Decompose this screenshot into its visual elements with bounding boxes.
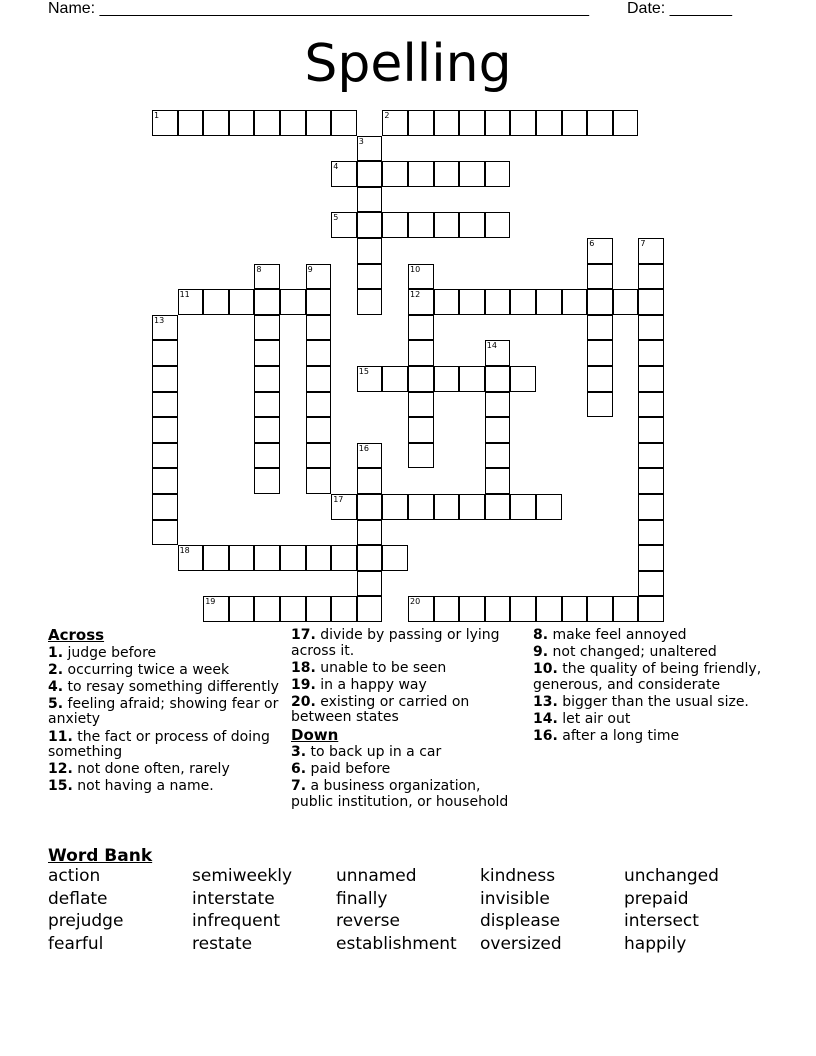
crossword-cell[interactable] [408, 161, 434, 187]
clue-text: to resay something differently [63, 678, 279, 695]
clue-number: 18. [291, 659, 316, 676]
crossword-cell[interactable] [408, 315, 434, 341]
crossword-cell[interactable] [562, 596, 588, 622]
crossword-cell[interactable] [485, 366, 511, 392]
clue-item [533, 645, 769, 661]
clue-number: 10 [410, 264, 421, 274]
crossword-cell[interactable] [306, 264, 332, 290]
word-bank-word: finally [336, 888, 388, 909]
crossword-cell[interactable] [254, 545, 280, 571]
clue-text: divide by passing or lying across it. [291, 627, 500, 659]
word-bank-word: fearful [48, 933, 104, 954]
crossword-cell[interactable] [638, 443, 664, 469]
clue-number: 5. [48, 695, 64, 712]
clue-text: occurring twice a week [63, 661, 230, 678]
word-bank-word: deflate [48, 888, 108, 909]
crossword-cell[interactable] [485, 110, 511, 136]
clue-number: 17. [291, 627, 316, 643]
crossword-cell[interactable] [306, 468, 332, 494]
crossword-cell[interactable] [331, 545, 357, 571]
crossword-cell[interactable] [152, 468, 178, 494]
clue-item [291, 628, 527, 659]
crossword-cell[interactable] [331, 212, 357, 238]
clue-number: 10. [533, 661, 558, 678]
clue-number: 14. [533, 710, 558, 727]
crossword-cell[interactable] [408, 443, 434, 469]
crossword-cell[interactable] [203, 545, 229, 571]
clue-number: 6. [291, 761, 307, 778]
clue-text: a business organization, public institution, or household [291, 778, 509, 810]
clue-number: 13. [533, 693, 558, 710]
word-bank-word: establishment [336, 933, 457, 954]
crossword-cell[interactable] [510, 494, 536, 520]
clue-item [48, 680, 284, 696]
crossword-cell[interactable] [638, 571, 664, 597]
clue-number: 14 [486, 341, 497, 351]
down-heading: Down [291, 725, 339, 744]
clue-text: not having a name. [72, 778, 214, 795]
crossword-cell[interactable] [280, 289, 306, 315]
clue-text: paid before [306, 761, 391, 778]
clues-column-2 [291, 628, 527, 812]
crossword-cell[interactable] [254, 392, 280, 418]
crossword-cell[interactable] [408, 417, 434, 443]
across-heading: Across [48, 626, 105, 644]
crossword-cell[interactable] [152, 417, 178, 443]
crossword-cell[interactable] [485, 392, 511, 418]
word-bank-word: oversized [480, 933, 562, 954]
clue-text: the fact or process of doing something [48, 728, 270, 761]
crossword-cell[interactable] [331, 596, 357, 622]
word-bank-word: restate [192, 933, 253, 954]
crossword-cell[interactable] [254, 366, 280, 392]
crossword-cell[interactable] [638, 340, 664, 366]
crossword-cell[interactable] [434, 366, 460, 392]
clue-number: 19. [291, 676, 316, 693]
crossword-cell[interactable] [613, 110, 639, 136]
crossword-cell[interactable] [203, 596, 229, 622]
clue-number: 7. [291, 778, 307, 795]
crossword-cell[interactable] [280, 545, 306, 571]
word-bank-word: interstate [192, 888, 275, 909]
crossword-cell[interactable] [434, 110, 460, 136]
crossword-cell[interactable] [434, 161, 460, 187]
clue-item [533, 662, 769, 693]
crossword-cell[interactable] [152, 315, 178, 341]
crossword-cell[interactable] [357, 571, 383, 597]
clues-column-1 [48, 628, 284, 796]
crossword-cell[interactable] [178, 545, 204, 571]
crossword-cell[interactable] [254, 340, 280, 366]
crossword-cell[interactable] [638, 596, 664, 622]
crossword-cell[interactable] [152, 494, 178, 520]
crossword-cell[interactable] [638, 468, 664, 494]
clue-item [48, 779, 284, 795]
crossword-cell[interactable] [254, 264, 280, 290]
crossword-cell[interactable] [510, 110, 536, 136]
crossword-cell[interactable] [382, 494, 408, 520]
crossword-cell[interactable] [587, 392, 613, 418]
crossword-cell[interactable] [638, 264, 664, 290]
clue-item [291, 661, 527, 677]
clue-text: unable to be seen [315, 659, 447, 676]
crossword-cell[interactable] [485, 340, 511, 366]
crossword-cell[interactable] [382, 366, 408, 392]
clue-text: to back up in a car [306, 744, 442, 761]
clue-number: 4. [48, 678, 64, 695]
crossword-cell[interactable] [562, 110, 588, 136]
clue-number: 17 [333, 495, 344, 504]
crossword-cell[interactable] [254, 443, 280, 469]
crossword-cell[interactable] [408, 264, 434, 290]
crossword-cell[interactable] [434, 212, 460, 238]
clue-text: existing or carried on between states [291, 693, 470, 726]
word-bank-word: infrequent [192, 911, 281, 932]
word-bank-word: action [48, 866, 101, 886]
crossword-cell[interactable] [408, 494, 434, 520]
crossword-cell[interactable] [357, 161, 383, 187]
clue-number: 12. [48, 761, 73, 778]
clue-number: 6 [589, 239, 595, 248]
word-bank-title: Word Bank [48, 846, 153, 866]
clue-number: 4 [333, 162, 339, 172]
crossword-cell[interactable] [280, 596, 306, 622]
crossword-cell[interactable] [459, 366, 485, 392]
word-bank-word: reverse [336, 911, 400, 932]
clue-number: 8 [256, 264, 262, 274]
crossword-cell[interactable] [638, 315, 664, 341]
crossword-cell[interactable] [254, 315, 280, 341]
clue-number: 19 [205, 597, 216, 607]
clue-number: 1 [154, 111, 160, 120]
crossword-cell[interactable] [357, 136, 383, 162]
crossword-cell[interactable] [638, 392, 664, 418]
crossword-cell[interactable] [152, 520, 178, 546]
clue-number: 11 [179, 290, 190, 300]
crossword-cell[interactable] [254, 289, 280, 315]
crossword-cell[interactable] [306, 443, 332, 469]
clue-number: 5 [333, 213, 339, 223]
crossword-cell[interactable] [357, 187, 383, 213]
clue-text: not changed; unaltered [548, 644, 717, 661]
word-bank-word: intersect [624, 911, 699, 932]
crossword-cell[interactable] [306, 289, 332, 315]
crossword-cell[interactable] [357, 238, 383, 264]
crossword-cell[interactable] [229, 289, 255, 315]
crossword-cell[interactable] [306, 392, 332, 418]
crossword-cell[interactable] [306, 596, 332, 622]
crossword-cell[interactable] [408, 289, 434, 315]
clue-number: 3. [291, 744, 307, 761]
crossword-cell[interactable] [178, 289, 204, 315]
crossword-cell[interactable] [357, 443, 383, 469]
word-bank-word: displease [480, 911, 561, 932]
crossword-cell[interactable] [152, 443, 178, 469]
clue-text: make feel annoyed [548, 627, 687, 643]
crossword-cell[interactable] [613, 596, 639, 622]
crossword-cell[interactable] [254, 417, 280, 443]
clue-number: 12 [410, 290, 421, 300]
clue-number: 20. [291, 693, 316, 710]
crossword-cell[interactable] [434, 494, 460, 520]
crossword-cell[interactable] [331, 494, 357, 520]
crossword-cell[interactable] [485, 212, 511, 238]
clue-item [291, 678, 527, 694]
crossword-cell[interactable] [357, 520, 383, 546]
crossword-cell[interactable] [510, 289, 536, 315]
crossword-cell[interactable] [485, 289, 511, 315]
crossword-cell[interactable] [638, 366, 664, 392]
clue-item [533, 729, 769, 745]
clue-item [533, 712, 769, 728]
crossword-cell[interactable] [306, 366, 332, 392]
crossword-cell[interactable] [510, 596, 536, 622]
crossword-cell[interactable] [587, 110, 613, 136]
crossword-cell[interactable] [357, 545, 383, 571]
crossword-cell[interactable] [434, 289, 460, 315]
crossword-cell[interactable] [459, 289, 485, 315]
word-bank-word: unnamed [336, 866, 417, 886]
crossword-cell[interactable] [434, 596, 460, 622]
crossword-cell[interactable] [254, 468, 280, 494]
clue-number: 2. [48, 661, 64, 678]
clue-number: 16. [533, 728, 558, 745]
clue-item [291, 762, 527, 778]
crossword-cell[interactable] [306, 110, 332, 136]
crossword-cell[interactable] [459, 494, 485, 520]
crossword-cell[interactable] [638, 289, 664, 315]
clue-number: 20 [410, 597, 421, 607]
crossword-cell[interactable] [152, 340, 178, 366]
crossword-cell[interactable] [485, 161, 511, 187]
clue-number: 9 [307, 264, 313, 274]
crossword-cell[interactable] [638, 545, 664, 571]
crossword-cell[interactable] [587, 238, 613, 264]
crossword-cell[interactable] [331, 110, 357, 136]
crossword-cell[interactable] [459, 110, 485, 136]
crossword-cell[interactable] [152, 392, 178, 418]
clue-number: 1. [48, 644, 64, 661]
crossword-cell[interactable] [331, 161, 357, 187]
clue-text: judge before [63, 644, 157, 661]
crossword-cell[interactable] [562, 289, 588, 315]
clue-text: not done often, rarely [72, 761, 230, 778]
word-bank-word: semiweekly [192, 866, 293, 886]
crossword-cell[interactable] [485, 443, 511, 469]
clues-column-3 [533, 628, 769, 746]
crossword-cell[interactable] [357, 212, 383, 238]
word-bank-word: invisible [480, 888, 550, 909]
crossword-cell[interactable] [587, 366, 613, 392]
clue-number: 15. [48, 778, 73, 795]
clue-number: 8. [533, 627, 549, 643]
crossword-cell[interactable] [408, 366, 434, 392]
crossword-cell[interactable] [638, 494, 664, 520]
word-bank-word: kindness [480, 866, 556, 886]
crossword-cell[interactable] [408, 392, 434, 418]
crossword-cell[interactable] [178, 110, 204, 136]
crossword-cell[interactable] [587, 596, 613, 622]
name-field-label: Name: _______________________________________________________ [48, 0, 589, 17]
crossword-cell[interactable] [408, 110, 434, 136]
clue-item [48, 663, 284, 679]
clue-text: feeling afraid; showing fear or anxiety [48, 695, 279, 728]
crossword-cell[interactable] [229, 545, 255, 571]
date-field-label: Date: _______ [627, 0, 732, 17]
crossword-cell[interactable] [306, 340, 332, 366]
crossword-cell[interactable] [638, 238, 664, 264]
crossword-cell[interactable] [382, 212, 408, 238]
crossword-cell[interactable] [229, 110, 255, 136]
crossword-cell[interactable] [408, 212, 434, 238]
crossword-cell[interactable] [382, 545, 408, 571]
word-bank-word: prepaid [624, 888, 689, 909]
crossword-cell[interactable] [638, 520, 664, 546]
crossword-cell[interactable] [357, 264, 383, 290]
word-bank-word: unchanged [624, 866, 719, 886]
crossword-cell[interactable] [203, 289, 229, 315]
crossword-cell[interactable] [485, 468, 511, 494]
crossword-cell[interactable] [254, 110, 280, 136]
clue-text: in a happy way [315, 676, 427, 693]
crossword-cell[interactable] [587, 264, 613, 290]
crossword-cell[interactable] [587, 340, 613, 366]
crossword-cell[interactable] [254, 596, 280, 622]
crossword-cell[interactable] [382, 110, 408, 136]
clue-number: 13 [154, 315, 165, 325]
crossword-cell[interactable] [536, 110, 562, 136]
crossword-cell[interactable] [382, 161, 408, 187]
clue-text: the quality of being friendly, generous, and considerate [533, 661, 762, 693]
clue-number: 9. [533, 644, 549, 661]
crossword-cell[interactable] [357, 596, 383, 622]
clue-number: 16 [358, 443, 369, 453]
crossword-cell[interactable] [408, 340, 434, 366]
crossword-cell[interactable] [485, 417, 511, 443]
clue-item [48, 730, 284, 761]
crossword-cell[interactable] [459, 212, 485, 238]
crossword-cell[interactable] [459, 161, 485, 187]
clue-item [48, 646, 284, 662]
crossword-cell[interactable] [306, 545, 332, 571]
clue-text: bigger than the usual size. [557, 693, 749, 710]
clue-text: after a long time [557, 728, 680, 745]
clue-item [533, 628, 769, 644]
crossword-cell[interactable] [229, 596, 255, 622]
word-bank-word: happily [624, 933, 687, 954]
crossword-cell[interactable] [152, 366, 178, 392]
clue-number: 15 [358, 367, 369, 376]
crossword-cell[interactable] [485, 494, 511, 520]
clue-number: 3 [358, 136, 364, 146]
clue-item [291, 695, 527, 726]
clue-item [291, 745, 527, 761]
crossword-cell[interactable] [459, 596, 485, 622]
page-title: Spelling [304, 34, 512, 94]
clue-number: 7 [640, 239, 646, 248]
crossword-cell[interactable] [306, 315, 332, 341]
crossword-cell[interactable] [510, 366, 536, 392]
clue-item [48, 762, 284, 778]
crossword-cell[interactable] [613, 289, 639, 315]
crossword-cell[interactable] [357, 366, 383, 392]
clue-number: 18 [179, 546, 190, 556]
crossword-cell[interactable] [638, 417, 664, 443]
crossword-cell[interactable] [587, 289, 613, 315]
crossword-cell[interactable] [485, 596, 511, 622]
crossword-cell[interactable] [536, 494, 562, 520]
crossword-cell[interactable] [280, 110, 306, 136]
crossword-cell[interactable] [152, 110, 178, 136]
clue-text: let air out [557, 710, 631, 727]
clue-item [291, 779, 527, 810]
crossword-cell[interactable] [587, 315, 613, 341]
crossword-cell[interactable] [357, 494, 383, 520]
crossword-cell[interactable] [357, 468, 383, 494]
crossword-cell[interactable] [536, 289, 562, 315]
crossword-cell[interactable] [203, 110, 229, 136]
clue-number: 2 [384, 111, 390, 120]
crossword-cell[interactable] [306, 417, 332, 443]
crossword-cell[interactable] [357, 289, 383, 315]
word-bank-word: prejudge [48, 911, 124, 932]
clue-number: 11. [48, 728, 73, 745]
crossword-cell[interactable] [408, 596, 434, 622]
crossword-cell[interactable] [536, 596, 562, 622]
clue-item [48, 697, 284, 728]
clue-item [533, 695, 769, 711]
